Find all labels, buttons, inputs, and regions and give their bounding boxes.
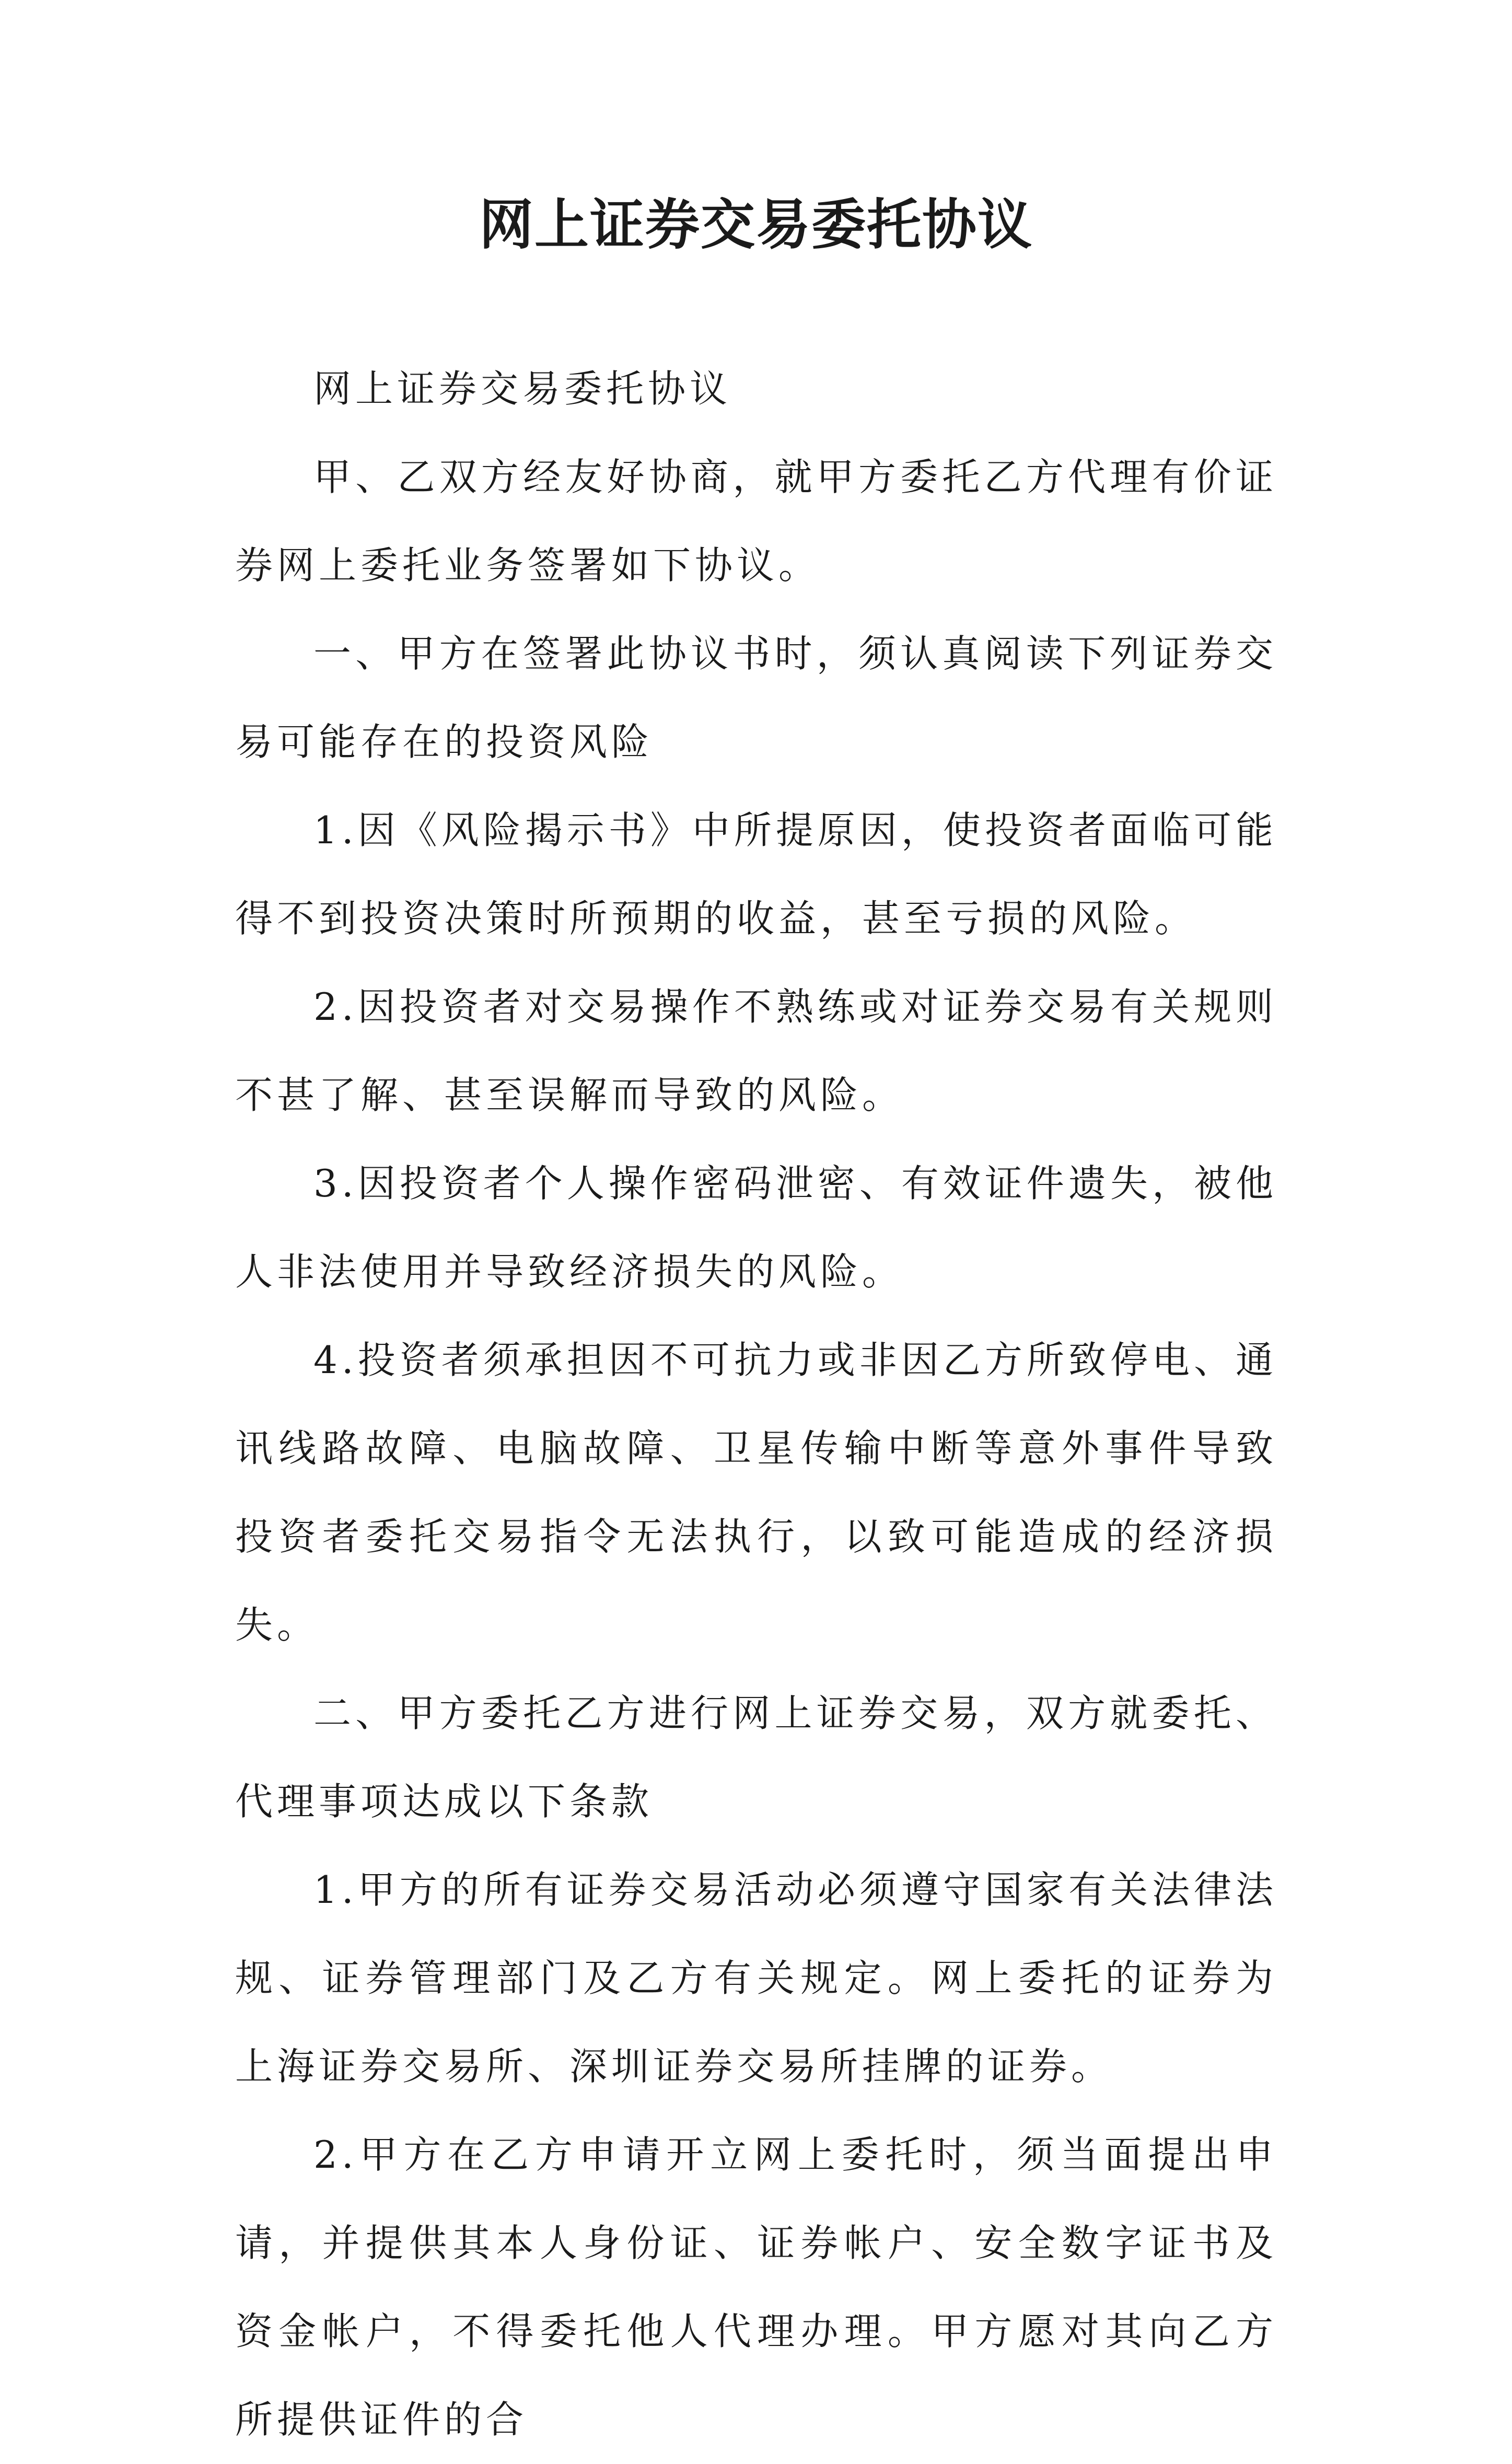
paragraph: 二、甲方委托乙方进行网上证券交易，双方就委托、代理事项达成以下条款	[235, 1691, 1277, 1823]
paragraph: 1.甲方的所有证券交易活动必须遵守国家有关法律法规、证券管理部门及乙方有关规定。网上委托的证券为上海证券交易所、深圳证券交易所挂牌的证券。	[235, 1868, 1277, 2088]
document-title: 网上证券交易委托协议	[479, 192, 1033, 257]
paragraph: 1.因《风险揭示书》中所提原因，使投资者面临可能得不到投资决策时所预期的收益，甚至亏损的风险。	[235, 808, 1277, 940]
paragraph: 2.甲方在乙方申请开立网上委托时，须当面提出申请，并提供其本人身份证、证券帐户、安全数字证书及资金帐户，不得委托他人代理办理。甲方愿对其向乙方所提供证件的合	[235, 2133, 1277, 2442]
paragraph: 一、甲方在签署此协议书时，须认真阅读下列证券交易可能存在的投资风险	[235, 632, 1277, 764]
paragraph: 甲、乙双方经友好协商，就甲方委托乙方代理有价证券网上委托业务签署如下协议。	[235, 455, 1277, 587]
paragraph: 3.因投资者个人操作密码泄密、有效证件遗失，被他人非法使用并导致经济损失的风险。	[235, 1161, 1277, 1294]
paragraph: 4.投资者须承担因不可抗力或非因乙方所致停电、通讯线路故障、电脑故障、卫星传输中断等意外事件导致投资者委托交易指令无法执行，以致可能造成的经济损失。	[235, 1338, 1277, 1647]
document-body	[235, 345, 1277, 2464]
paragraph: 网上证券交易委托协议	[313, 367, 732, 411]
paragraph: 2.因投资者对交易操作不熟练或对证券交易有关规则不甚了解、甚至误解而导致的风险。	[235, 985, 1277, 1117]
